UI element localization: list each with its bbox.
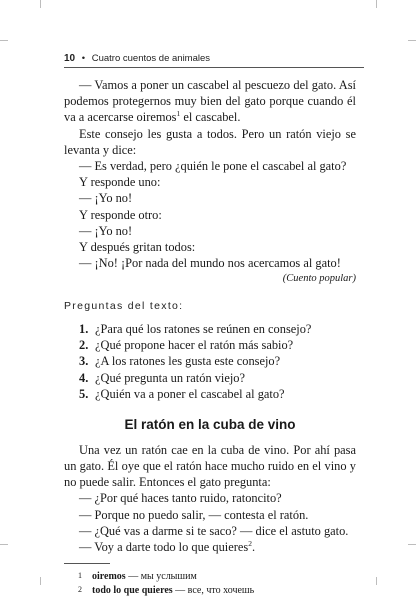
footnote-gloss: — все, что хочешь xyxy=(172,585,255,597)
question-text: ¿A los ratones les gusta este consejo? xyxy=(95,354,281,369)
footnote-ref-2: 2 xyxy=(248,538,252,548)
crop-mark xyxy=(408,544,416,545)
story1-p1-end: el cascabel. xyxy=(180,110,241,125)
footnote-text xyxy=(92,570,197,584)
dialogue-line: — Porque no puedo salir, — contesta el ratón. xyxy=(79,507,309,522)
question-item xyxy=(79,353,356,369)
header-separator: • xyxy=(81,53,86,64)
question-number: 1. xyxy=(79,321,89,336)
question-number: 5. xyxy=(79,387,89,402)
story2-paragraph-1: Una vez un ratón cae en la cuba de vino. Por ahí pasa un gato. Él oye que el ratón hace mucho ruido en el vino y no puede salir. Entonces el gato pregunta: xyxy=(64,442,356,490)
question-item xyxy=(79,337,356,353)
footnote xyxy=(64,570,356,584)
dialogue-line: — ¡Yo no! xyxy=(79,223,133,238)
footnote-term: todo lo que quieres xyxy=(92,585,173,597)
footnote-text xyxy=(92,584,254,598)
running-title: Cuatro cuentos de animales xyxy=(91,53,211,64)
questions-list xyxy=(79,321,356,403)
running-header xyxy=(64,53,364,68)
story1-p1-text: — Vamos a poner un cascabel al pescuezo del gato. Así podemos protegernos muy bien del gato porque cuando él va a acercarse oiremos xyxy=(64,78,356,125)
narration-line: Y responde otro: xyxy=(79,207,162,222)
crop-mark xyxy=(376,577,377,585)
story1-paragraph-2: Este consejo les gusta a todos. Pero un ratón viejo se levanta y dice: xyxy=(64,126,356,157)
footnote-number: 2 xyxy=(78,585,82,595)
footnote-gloss: — мы услышим xyxy=(125,571,197,583)
question-text: ¿Qué pregunta un ratón viejo? xyxy=(95,370,246,385)
crop-mark xyxy=(376,0,377,8)
dialogue-line: — ¿Qué vas a darme si te saco? — dice el astuto gato. xyxy=(79,523,349,538)
story2-l5-text: — Voy a darte todo lo que quieres xyxy=(79,540,249,555)
question-number: 4. xyxy=(79,370,89,385)
dialogue-line: — ¡Yo no! xyxy=(79,191,133,206)
crop-mark xyxy=(40,0,41,8)
footnote-ref-1: 1 xyxy=(176,109,181,119)
question-text: ¿Para qué los ratones se reúnen en consejo? xyxy=(95,321,312,336)
story2-l5-end: . xyxy=(251,540,256,555)
question-item xyxy=(79,321,356,337)
story2-title: El ratón en la cuba de vino xyxy=(124,416,296,432)
question-text: ¿Qué propone hacer el ratón más sabio? xyxy=(95,338,294,353)
question-number: 3. xyxy=(79,354,89,369)
question-text: ¿Quién va a poner el cascabel al gato? xyxy=(95,387,285,402)
footnote-term: oiremos xyxy=(92,571,126,583)
crop-mark xyxy=(408,40,416,41)
page-number: 10 xyxy=(64,53,76,64)
question-number: 2. xyxy=(79,338,89,353)
crop-mark xyxy=(0,544,8,545)
footnote-number: 1 xyxy=(78,571,82,581)
footnote xyxy=(64,584,356,598)
footnotes xyxy=(64,570,356,598)
narration-line: Y después gritan todos: xyxy=(79,240,196,255)
dialogue-line: — Es verdad, pero ¿quién le pone el cascabel al gato? xyxy=(79,159,347,174)
footnote-divider xyxy=(64,563,110,564)
dialogue-line: — ¡No! ¡Por nada del mundo nos acercamos al gato! xyxy=(79,256,341,271)
questions-heading: Preguntas del texto: xyxy=(64,300,184,313)
dialogue-line: — ¿Por qué haces tanto ruido, ratoncito? xyxy=(79,491,282,506)
crop-mark xyxy=(40,577,41,585)
story-source: (Cuento popular) xyxy=(282,273,356,285)
question-item xyxy=(79,370,356,386)
crop-mark xyxy=(0,40,8,41)
story1-paragraph-1 xyxy=(64,77,356,126)
dialogue-line xyxy=(64,539,356,555)
question-item xyxy=(79,386,356,402)
narration-line: Y responde uno: xyxy=(79,175,161,190)
page-body xyxy=(64,77,356,598)
